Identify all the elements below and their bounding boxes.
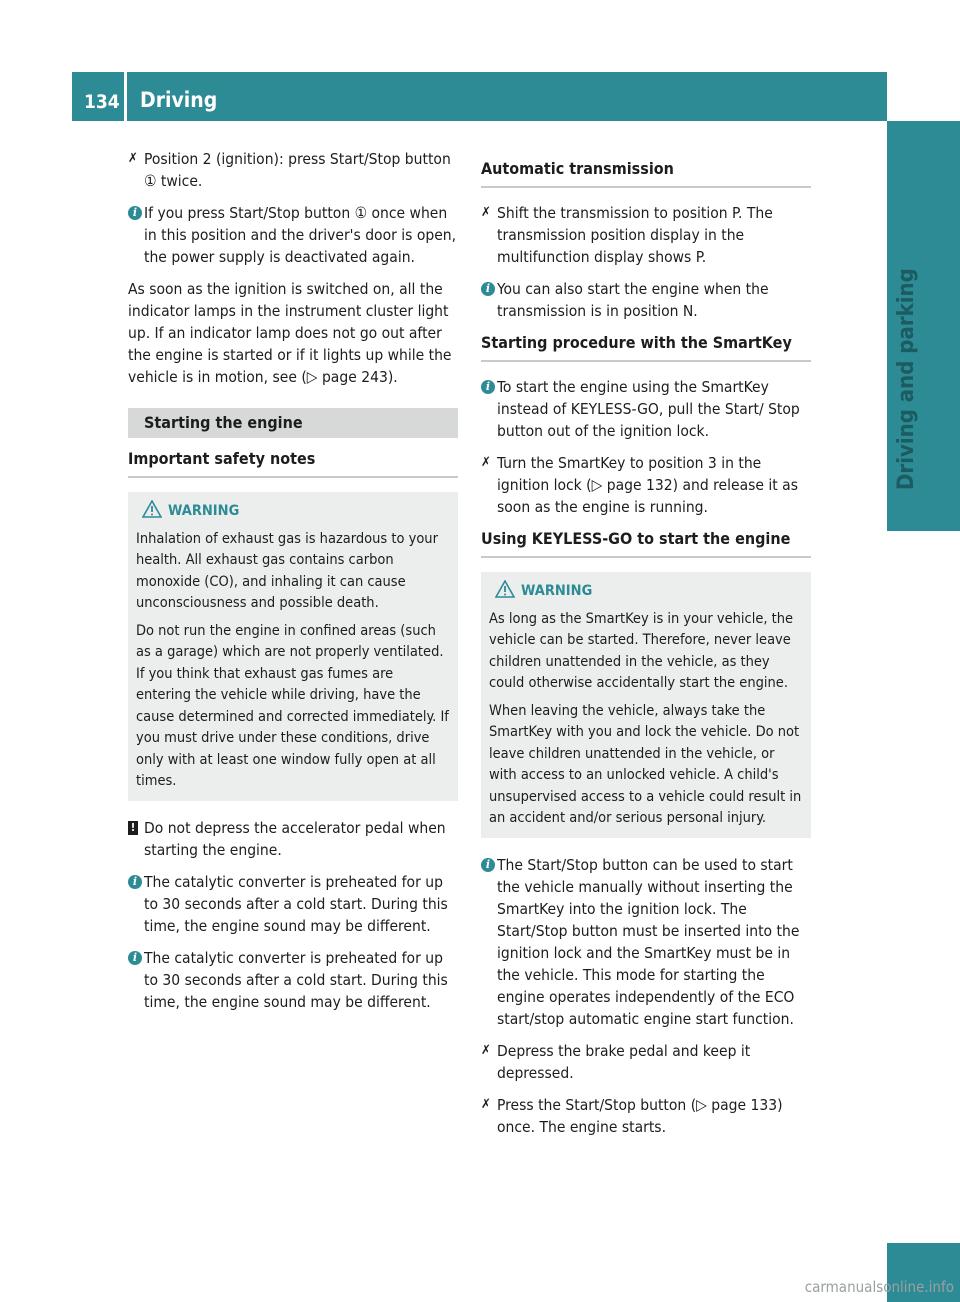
warning-label: WARNING: [521, 583, 593, 599]
arrow-icon: ✗: [481, 205, 491, 220]
warning-text: Do not run the engine in confined areas (such as a garage) which are not properly ventilated. If you think that exhaust gas fumes are entering the vehicle while driving, have the cause determined and corrected immediately. If you must drive under these conditions, drive only with at least one window fully open at all times.: [136, 622, 449, 789]
warning-box: [128, 492, 458, 801]
info-icon: i: [481, 282, 495, 296]
notice-text: Do not depress the accelerator pedal when starting the engine.: [144, 818, 446, 859]
info-icon: i: [481, 380, 495, 394]
step-text: Shift the transmission to position P. The transmission position display in the multifunction display shows P.: [497, 204, 773, 266]
left-column: [128, 148, 458, 1023]
step-text: Turn the SmartKey to position 3 in the ignition lock (▷ page 132) and release it as soon as the engine is running.: [497, 454, 798, 516]
right-column: [481, 148, 811, 1148]
sub-heading: Using KEYLESS-GO to start the engine: [481, 528, 811, 558]
page-number: 134: [84, 91, 120, 113]
info-item: [481, 376, 811, 442]
sub-heading: Starting procedure with the SmartKey: [481, 332, 811, 362]
section-title: Driving: [140, 88, 218, 112]
info-text: To start the engine using the SmartKey instead of KEYLESS-GO, pull the Start/ Stop button out of the ignition lock.: [497, 378, 800, 440]
step-item: [481, 452, 811, 518]
arrow-icon: ✗: [481, 455, 491, 470]
info-icon: i: [128, 951, 142, 965]
watermark: carmanualsonline.info: [804, 1278, 954, 1296]
warning-text: As long as the SmartKey is in your vehicle, the vehicle can be started. Therefore, never leave children unattended in the vehicle, as they could otherwise accidentally start the engine.: [489, 610, 794, 691]
info-text: The catalytic converter is preheated for up to 30 seconds after a cold start. During this time, the engine sound may be different.: [144, 872, 448, 935]
warning-text: When leaving the vehicle, always take the SmartKey with you and lock the vehicle. Do not leave children unattended in the vehicle, or with access to an unlocked vehicle. A child's unsupervised access to a vehicle could result in an accident and/or serious personal injury.: [489, 702, 802, 826]
step-text: Depress the brake pedal and keep it depressed.: [497, 1041, 751, 1082]
info-text: You can also start the engine when the transmission is in position N.: [497, 280, 769, 320]
info-icon: i: [481, 858, 495, 872]
notice-item: [128, 817, 458, 861]
info-item: [128, 202, 458, 268]
section-heading: Starting the engine: [128, 408, 458, 438]
side-tab-label: Driving and parking: [894, 268, 919, 490]
sub-heading: Automatic transmission: [481, 158, 811, 188]
sub-heading: Important safety notes: [128, 448, 458, 478]
info-text: The catalytic converter is preheated for up to 30 seconds after a cold start. During this time, the engine sound may be different.: [144, 948, 448, 1011]
info-item: [128, 871, 458, 937]
step-text: Press the Start/Stop button (▷ page 133) once. The engine starts.: [497, 1095, 783, 1136]
info-text: The Start/Stop button can be used to start the vehicle manually without inserting the SmartKey into the ignition lock. The Start/Stop button must be inserted into the ignition lock and the SmartKey must be in the vehicle. This mode for starting the engine operates independently of the ECO start/stop automatic engine start function.: [497, 855, 800, 1028]
info-icon: i: [128, 875, 142, 889]
warning-title: [142, 500, 450, 523]
arrow-icon: ✗: [481, 1096, 491, 1112]
warning-box: [481, 572, 811, 838]
step-item: [481, 202, 811, 268]
warning-triangle-icon: [495, 580, 515, 598]
step-item: [481, 1040, 811, 1084]
info-item: [481, 854, 811, 1030]
warning-triangle-icon: [142, 500, 162, 518]
info-item: [128, 947, 458, 1013]
arrow-icon: ✗: [128, 151, 138, 166]
exclamation-icon: !: [128, 821, 138, 835]
header-separator: [124, 72, 127, 121]
paragraph: As soon as the ignition is switched on, all the indicator lamps in the instrument cluster light up. If an indicator lamp does not go out after the engine is started or if it lights up while the vehicle is in motion, see (▷ page 243).: [128, 280, 452, 386]
step-item: [128, 148, 458, 192]
info-icon: i: [128, 206, 142, 220]
warning-text: Inhalation of exhaust gas is hazardous to your health. All exhaust gas contains carbon monoxide (CO), and inhaling it can cause unconsciousness and possible death.: [136, 530, 438, 611]
info-item: [481, 278, 811, 322]
step-item: [481, 1094, 811, 1138]
warning-label: WARNING: [168, 503, 240, 519]
warning-title: [495, 580, 803, 603]
step-text: Position 2 (ignition): press Start/Stop button ① twice.: [144, 150, 451, 190]
info-text: If you press Start/Stop button ① once when in this position and the driver's door is open, the power supply is deactivated again.: [144, 204, 457, 266]
arrow-icon: ✗: [481, 1042, 491, 1058]
